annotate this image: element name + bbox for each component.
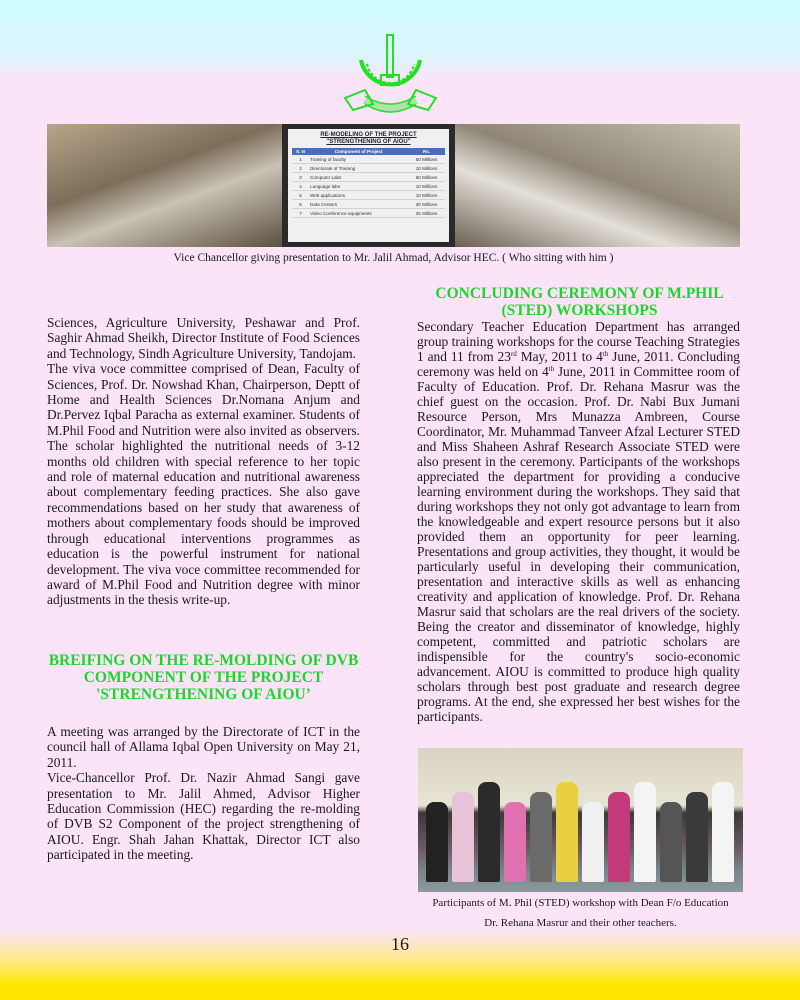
slide-subtitle: "STRENGTHENING OF AIOU" (326, 139, 411, 145)
person-figure (478, 782, 500, 882)
slide-cell: 30 Millions (408, 200, 445, 209)
slide-cell: Data Centers (309, 200, 408, 209)
person-figure (686, 792, 708, 882)
paragraph: The viva voce committee comprised of Dean, Faculty of Sciences, Prof. Dr. Nowshad Khan, Chairperson, Deptt of Home and Health Sciences Dr.Nomana Anjum and Dr.Pervez Iqbal Paracha as external examiner. Students of M.Phil Food and Nutrition were also invited as observers. The scholar highlighted the nutritional needs of 3-12 months old children with special reference to her topic and role of maternal education and nutritional awareness about complementary feeding practices. She also gave recommendations based on her study that awareness of mothers about complementary foods should be improved through educational interventions programmes as education is the powerful instrument for national development. The viva voce committee recommended for award of M.Phil Food and Nutrition degree with minor adjustments in the thesis write-up. (47, 361, 360, 608)
slide-cell: 50 Millions (408, 155, 445, 164)
section-heading-ceremony: CONCLUDING CEREMONY OF M.PHIL (STED) WORKSHOPS (435, 285, 724, 319)
paragraph: Sciences, Agriculture University, Peshawar and Prof. Saghir Ahmad Sheikh, Director Institute of Food Sciences and Technology, Sindh Agriculture University, Tandojam. (47, 315, 360, 361)
slide-cell: 25 Millions (408, 209, 445, 218)
slide-cell: 1 (292, 155, 309, 164)
slide-cell: 10 Millions (408, 164, 445, 173)
slide-title: RE-MODELING OF THE PROJECT (320, 132, 417, 138)
slide-cell: 3 (292, 173, 309, 182)
slide-cell: Video Conference equipments (309, 209, 408, 218)
left-column-intro (47, 315, 360, 608)
slide-cell: Directorate of Training (309, 164, 408, 173)
meeting-photo-right (455, 124, 740, 247)
slide-cell: 7 (292, 209, 309, 218)
person-figure (556, 782, 578, 882)
slide-cell: Web applications (309, 191, 408, 200)
person-figure (426, 802, 448, 882)
caption-line: Dr. Rehana Masrur and their other teachers. (484, 917, 677, 929)
right-column-text (417, 319, 740, 724)
person-figure (452, 792, 474, 882)
slide-cell: Training of faculty (309, 155, 408, 164)
paragraph: A meeting was arranged by the Directorate of ICT in the council hall of Allama Iqbal Open University on May 21, 2011. (47, 724, 360, 770)
slide-cell: Computer Labs (309, 173, 408, 182)
slide-cell: 10 Millions (408, 182, 445, 191)
person-figure (530, 792, 552, 882)
slide-cell: Language labs (309, 182, 408, 191)
slide-row (292, 173, 445, 182)
top-photo-caption: Vice Chancellor giving presentation to Mr. Jalil Ahmad, Advisor HEC. ( Who sitting with him ) (173, 252, 614, 264)
slide-row (292, 191, 445, 200)
meeting-photo-left (47, 124, 282, 247)
project-slide (282, 124, 455, 247)
person-figure (608, 792, 630, 882)
slide-row (292, 164, 445, 173)
caption-line: Participants of M. Phil (STED) workshop with Dean F/o Education (432, 897, 729, 909)
person-figure (504, 802, 526, 882)
person-figure (712, 782, 734, 882)
left-column-dvb-text (47, 724, 360, 863)
slide-row (292, 209, 445, 218)
person-figure (582, 802, 604, 882)
slide-header: Rs. (408, 148, 445, 155)
slide-header: S. N (292, 148, 309, 155)
paragraph: Vice-Chancellor Prof. Dr. Nazir Ahmad Sangi gave presentation to Mr. Jalil Ahmed, Advisor Higher Education Commission (HEC) regarding the re-molding of DVB S2 Component of the project strengthening of AIOU. Engr. Shah Jahan Khattak, Director ICT also participated in the meeting. (47, 770, 360, 863)
page-number: 16 (391, 934, 409, 954)
slide-header: Component of Project (309, 148, 408, 155)
slide-cell: 4 (292, 182, 309, 191)
university-logo (343, 30, 438, 118)
section-heading-dvb: BREIFING ON THE RE-MOLDING OF DVB COMPONENT OF THE PROJECT 'STRENGTHENING OF AIOU’ (48, 652, 359, 703)
slide-cell: 60 Millions (408, 173, 445, 182)
slide-cell: 6 (292, 200, 309, 209)
slide-row (292, 200, 445, 209)
paragraph: Secondary Teacher Education Department has arranged group training workshops for the course Teaching Strategies 1 and 11 from 23rd May, 2011 to 4th June, 2011. Concluding ceremony was held on 4th June, 2011 in Committee room of Faculty of Education. Prof. Dr. Rehana Masrur was the chief guest on the occasion. Prof. Dr. Nabi Bux Jumani Resource Person, Mrs Munazza Ambreen, Course Coordinator, Mr. Muhammad Tanveer Afzal Lecturer STED and Miss Shaheen Ashraf Research Associate STED were also present in the ceremony. Participants of the workshops appreciated the department for providing a conducive learning environment during the workshops. They said that during workshops they not only got advantage to learn from the knowledgeable and expert resource persons but it also provided them an opportunity for peer learning. Presentations and group activities, they thought, it would be particularly useful in developing their communication, presentation and interactive skills as well as enhancing creativity and application of knowledge. Prof. Dr. Rehana Masrur said that scholars are the real drivers of the society. Being the creator and disseminator of knowledge, highly competent, committed and patriotic scholars are indispensible for the country's socio-economic advancement. AIOU is committed to produce high quality scholars through best post graduate and research degree programs. At the end, she expressed her best wishes for the participants. (417, 319, 740, 724)
group-photo-caption (418, 893, 743, 933)
slide-table (292, 148, 445, 218)
slide-row (292, 155, 445, 164)
slide-cell: 2 (292, 164, 309, 173)
presentation-photo-collage (47, 124, 740, 247)
slide-cell: 5 (292, 191, 309, 200)
person-figure (634, 782, 656, 882)
workshop-group-photo (418, 748, 743, 892)
person-figure (660, 802, 682, 882)
slide-cell: 10 Millions (408, 191, 445, 200)
slide-row (292, 182, 445, 191)
